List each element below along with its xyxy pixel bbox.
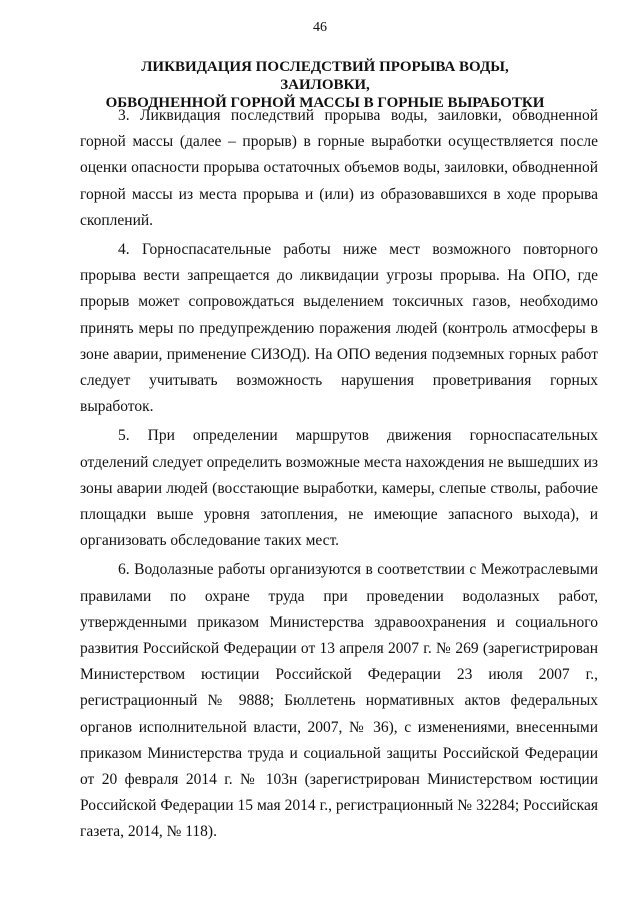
- paragraph-6: 6. Водолазные работы организуются в соответствии с Межотраслевыми правилами по охране труда при проведении водолазных работ, утвержденными приказом Министерства здравоохранения и социального развития Российской Федерации от 13 апреля 2007 г. № 269 (зарегистрирован Министерством юстиции Российской Федерации 23 июля 2007 г., регистрационный № 9888; Бюллетень нормативных актов федеральных органов исполнительной власти, 2007, № 36), с изменениями, внесенными приказом Министерства труда и социальной защиты Российской Федерации от 20 февраля 2014 г. № 103н (зарегистрирован Министерством юстиции Российской Федерации 15 мая 2014 г., регистрационный № 32284; Российская газета, 2014, № 118).: [80, 561, 598, 841]
- body-text: [80, 103, 598, 849]
- paragraph-3: 3. Ликвидация последствий прорыва воды, заиловки, обводненной горной массы (далее – прорыв) в горные выработки осуществляется после оценки опасности прорыва остаточных объемов воды, заиловки, обводненной горной массы из места прорыва и (или) из образовавшихся в ходе прорыва скоплений.: [80, 107, 598, 229]
- section-title-line-1: ЛИКВИДАЦИЯ ПОСЛЕДСТВИЙ ПРОРЫВА ВОДЫ, ЗАИЛОВКИ,: [141, 59, 509, 93]
- section-title-line-2: ОБВОДНЕННОЙ ГОРНОЙ МАССЫ В ГОРНЫЕ ВЫРАБОТКИ: [105, 95, 545, 111]
- paragraph-4: 4. Горноспасательные работы ниже мест возможного повторного прорыва вести запрещается до ликвидации угрозы прорыва. На ОПО, где прорыв может сопровождаться выделением токсичных газов, необходимо принять меры по предупреждению поражения людей (контроль атмосферы в зоне аварии, применение СИЗОД). На ОПО ведения подземных горных работ следует учитывать возможность нарушения проветривания горных выработок.: [80, 241, 598, 416]
- paragraph-5: 5. При определении маршрутов движения горноспасательных отделений следует определить возможные места нахождения не вышедших из зоны аварии людей (восстающие выработки, камеры, слепые стволы, рабочие площадки выше уровня затопления, не имеющие запасного выхода), и организовать обследование таких мест.: [80, 427, 598, 550]
- page-number: 46: [313, 20, 327, 35]
